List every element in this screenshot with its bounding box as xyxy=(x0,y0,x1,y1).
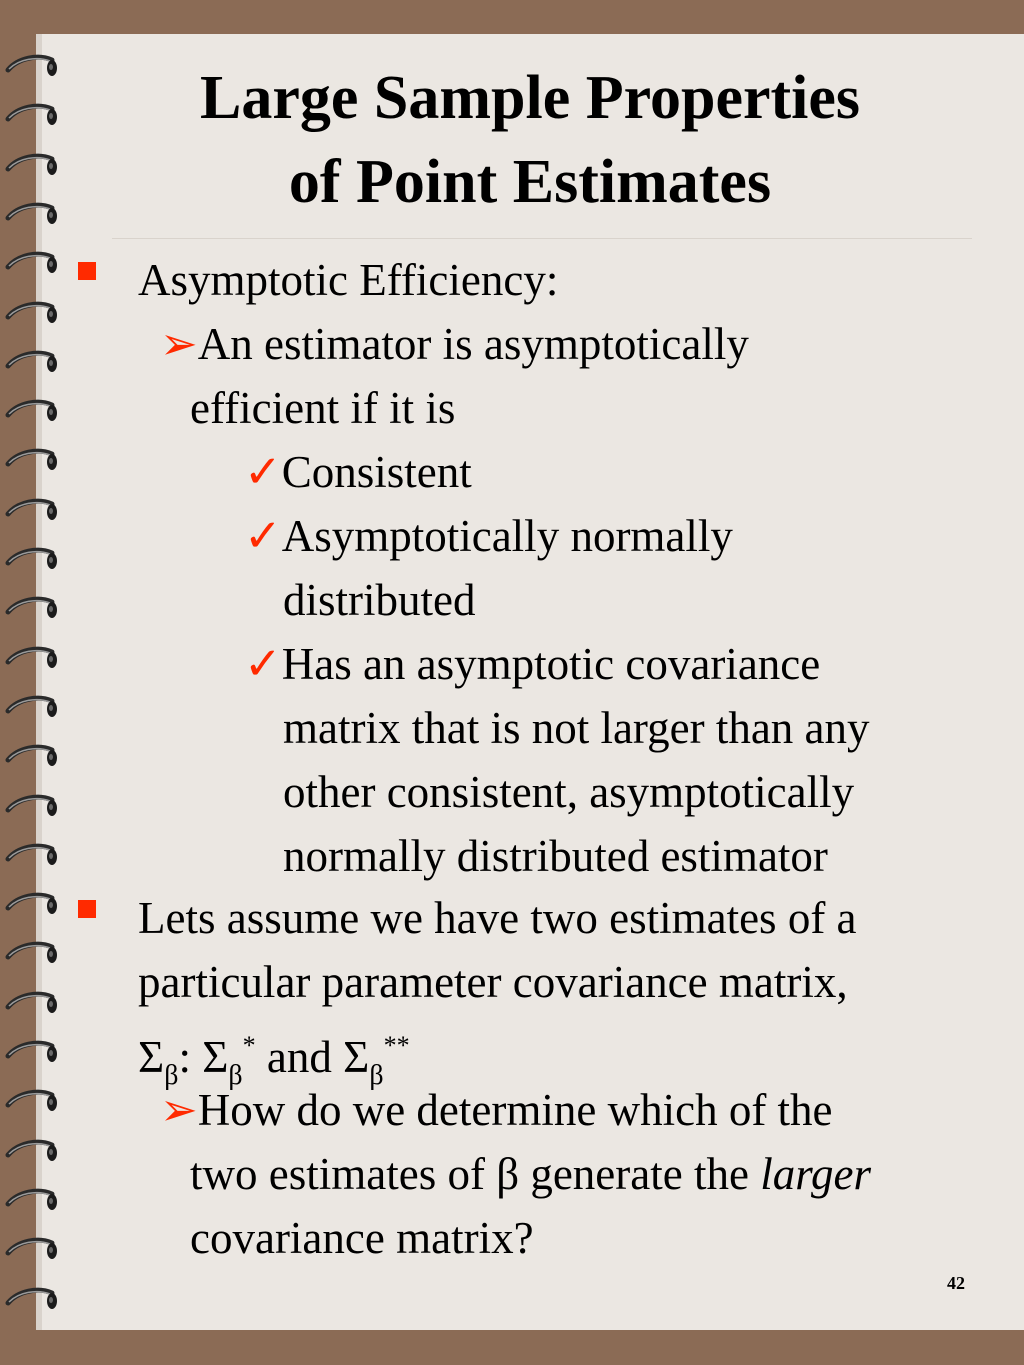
checkmark-icon: ✓ xyxy=(244,511,282,561)
spiral-coil-icon xyxy=(4,1281,62,1317)
arrow-bullet-icon: ➢ xyxy=(160,1085,198,1135)
title-divider xyxy=(112,238,972,239)
spiral-coil-icon xyxy=(4,344,62,380)
spiral-coil-icon xyxy=(4,640,62,676)
spiral-coil-icon xyxy=(4,886,62,922)
check-item-line3: other consistent, asymptotically xyxy=(283,767,855,817)
spiral-coil-icon xyxy=(4,492,62,528)
spiral-coil-icon xyxy=(4,738,62,774)
spiral-coil-icon xyxy=(4,1231,62,1267)
spiral-coil-icon xyxy=(4,245,62,281)
spiral-binding xyxy=(0,40,70,1330)
slide-title-line1: Large Sample Properties xyxy=(199,64,861,132)
bullet-asymptotic-efficiency: Asymptotic Efficiency: xyxy=(138,255,559,305)
sub-bullet-question: ➢How do we determine which of the xyxy=(160,1085,833,1135)
arrow-bullet-icon: ➢ xyxy=(160,319,198,369)
spiral-coil-icon xyxy=(4,788,62,824)
spiral-coil-icon xyxy=(4,1182,62,1218)
sub-bullet-line2: efficient if it is xyxy=(190,383,456,433)
spiral-coil-icon xyxy=(4,837,62,873)
check-item-consistent: ✓Consistent xyxy=(244,447,472,497)
sub-bullet-question-line2: two estimates of β generate the larger xyxy=(190,1149,872,1199)
sigma-expression: $\Sigma_\beta$: $\Sigma_\beta^*$ and $\Sigma_\beta^{**}$ xyxy=(138,1031,410,1091)
checkmark-icon: ✓ xyxy=(244,447,282,497)
sub-bullet-question-line3: covariance matrix? xyxy=(190,1213,534,1263)
page-number: 42 xyxy=(947,1273,965,1293)
slide-title-line2: of Point Estimates xyxy=(288,148,772,216)
spiral-coil-icon xyxy=(4,985,62,1021)
check-item-line2: matrix that is not larger than any xyxy=(283,703,870,753)
spiral-coil-icon xyxy=(4,689,62,725)
spiral-coil-icon xyxy=(4,1133,62,1169)
spiral-coil-icon xyxy=(4,935,62,971)
spiral-coil-icon xyxy=(4,442,62,478)
bullet-two-estimates-line2: particular parameter covariance matrix, xyxy=(138,957,848,1007)
spiral-coil-icon xyxy=(4,590,62,626)
bullet-two-estimates: Lets assume we have two estimates of a xyxy=(138,893,857,943)
sub-bullet-estimator-definition: ➢An estimator is asymptotically xyxy=(160,319,749,369)
check-item-covariance: ✓Has an asymptotic covariance xyxy=(244,639,821,689)
spiral-coil-icon xyxy=(4,393,62,429)
spiral-coil-icon xyxy=(4,541,62,577)
square-bullet-icon xyxy=(78,262,96,280)
square-bullet-icon xyxy=(78,900,96,918)
spiral-coil-icon xyxy=(4,1034,62,1070)
checkmark-icon: ✓ xyxy=(244,639,282,689)
check-item-normally-distributed: ✓Asymptotically normally xyxy=(244,511,733,561)
check-item-line4: normally distributed estimator xyxy=(283,831,828,881)
spiral-coil-icon xyxy=(4,295,62,331)
spiral-coil-icon xyxy=(4,1083,62,1119)
check-item-line2: distributed xyxy=(283,575,476,625)
